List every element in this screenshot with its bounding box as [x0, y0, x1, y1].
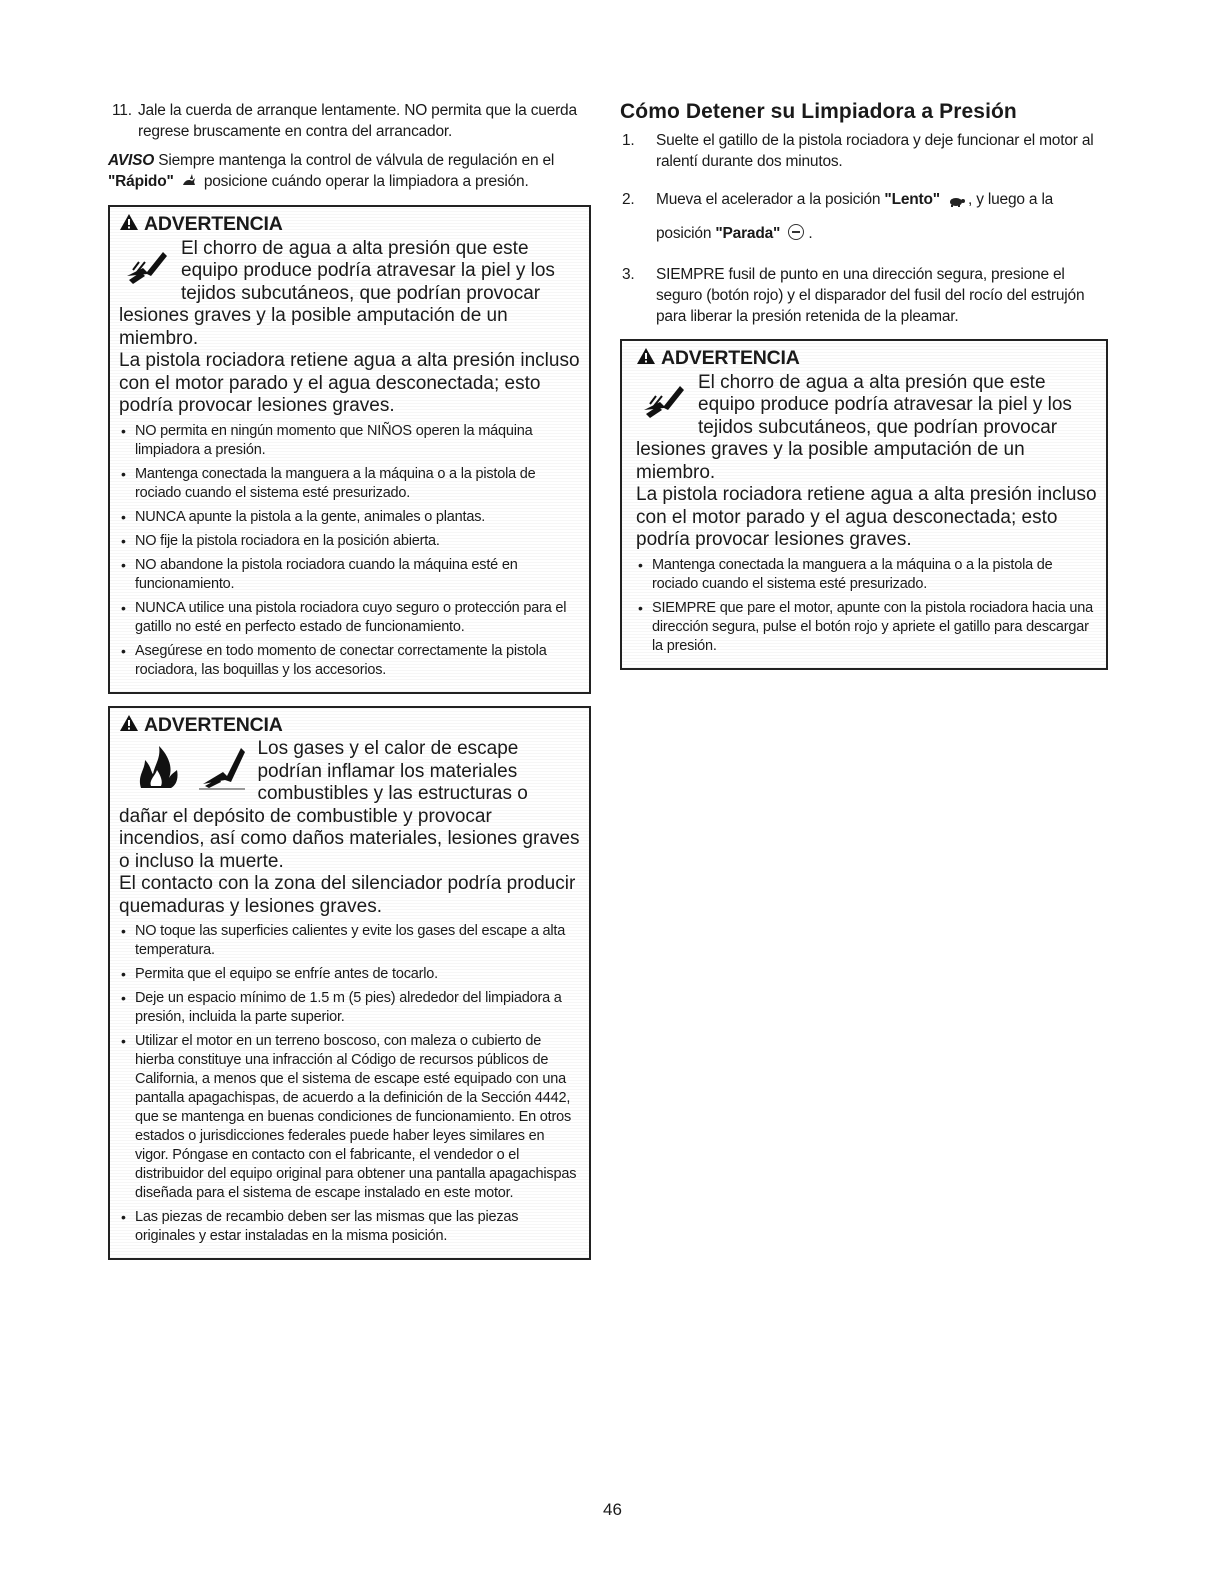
warning-header [119, 213, 581, 238]
skin-injection-icon [123, 277, 171, 294]
step-text: Suelte el gatillo de la pistola rociadora y deje funcionar el motor al ralentí durante dos minutos. [656, 132, 1094, 170]
step-keyword-lento: "Lento" [884, 191, 940, 208]
left-column [108, 100, 591, 1260]
warning-title: ADVERTENCIA [144, 713, 283, 736]
warning-box-injection [108, 205, 591, 694]
stop-step-2 [620, 184, 1108, 252]
step-number: 3. [622, 266, 635, 283]
warning-paragraph: El contacto con la zona del silenciador podría producir quemaduras y lesiones graves. [119, 873, 576, 917]
list-item: • Mantenga conectada la manguera a la máquina o a la pistola de rociado cuando el sistema esté presurizado. [636, 556, 1098, 594]
aviso-text-after: posicione cuándo operar la limpiadora a presión. [203, 173, 529, 190]
warning-header [636, 347, 1098, 372]
skin-injection-icon [640, 411, 688, 428]
list-item: • NUNCA utilice una pistola rociadora cuyo seguro o protección para el gatillo no esté en perfecto estado de funcionamiento. [119, 599, 581, 637]
step-11 [108, 100, 591, 142]
aviso-text-before: Siempre mantenga la control de válvula de regulación en el [158, 152, 555, 169]
warning-icons [133, 742, 247, 797]
list-item: • NO toque las superficies calientes y evite los gases del escape a alta temperatura. [119, 922, 581, 960]
step-text-before: Mueva el acelerador a la posición [656, 191, 881, 208]
step-text-after: . [808, 225, 813, 242]
warning-paragraph: La pistola rociadora retiene agua a alta presión incluso con el motor parado y el agua desconectada; esto podría provocar lesiones graves. [636, 484, 1097, 550]
warning-paragraph: La pistola rociadora retiene agua a alta presión incluso con el motor parado y el agua desconectada; esto podría provocar lesiones graves. [119, 350, 580, 416]
hot-surface-icon [197, 779, 247, 796]
warning-bullets [119, 422, 581, 680]
list-item: • SIEMPRE que pare el motor, apunte con la pistola rociadora hacia una dirección segura, pulse el botón rojo y apriete el gatillo para descargar la presión. [636, 599, 1098, 656]
warning-header [119, 714, 581, 739]
warning-head-text: El chorro de agua a alta presión que este equipo produce podría atravesar la piel y los tejidos subcutáneos, que podrían provocar lesiones graves y la posible amputación de un miembro. [636, 371, 1072, 483]
list-item: • Mantenga conectada la manguera a la máquina o a la pistola de rociado cuando el sistema esté presurizado. [119, 465, 581, 503]
warning-icons [123, 242, 171, 295]
list-item: • Asegúrese en todo momento de conectar correctamente la pistola rociadora, las boquillas y los accesorios. [119, 642, 581, 680]
aviso-label: AVISO [108, 152, 155, 169]
warning-head-text: Los gases y el calor de escape podrían inflamar los materiales combustibles y las estructuras o dañar el depósito de combustible y provocar incendios, así como daños materiales, lesiones graves o incluso la muerte. [119, 738, 580, 872]
list-item: • Las piezas de recambio deben ser las mismas que las piezas originales y estar instaladas en la misma posición. [119, 1208, 581, 1246]
list-item: • NO abandone la pistola rociadora cuando la máquina esté en funcionamiento. [119, 556, 581, 594]
step-number: 2. [622, 191, 635, 208]
warning-bullets [636, 556, 1098, 656]
stop-icon [787, 221, 805, 252]
step-text: Jale la cuerda de arranque lentamente. NO permita que la cuerda regrese bruscamente en contra del arrancador. [138, 102, 577, 140]
list-item: • Permita que el equipo se enfríe antes de tocarlo. [119, 965, 581, 984]
list-item: • NO fije la pistola rociadora en la posición abierta. [119, 532, 581, 551]
warning-triangle-icon [119, 714, 139, 739]
aviso-keyword: "Rápido" [108, 173, 174, 190]
list-item: • NO permita en ningún momento que NIÑOS operen la máquina limpiadora a presión. [119, 422, 581, 460]
step-number: 1. [622, 132, 635, 149]
step-text: SIEMPRE fusil de punto en una dirección segura, presione el seguro (botón rojo) y el disparador del fusil del rocío del estrujón para liberar la presión retenida de la pleamar. [656, 266, 1085, 325]
right-column [620, 100, 1108, 670]
step-number: 11. [112, 102, 132, 119]
warning-icons [640, 376, 688, 429]
step-text-mid: , y luego a la posición [656, 191, 1054, 242]
warning-title: ADVERTENCIA [144, 213, 283, 235]
stop-step-3 [620, 264, 1108, 327]
warning-triangle-icon [119, 213, 139, 238]
warning-triangle-icon [636, 347, 656, 372]
warning-head-text: El chorro de agua a alta presión que este equipo produce podría atravesar la piel y los tejidos subcutáneos, que podrían provocar lesiones graves y la posible amputación de un miembro. [119, 237, 555, 349]
aviso-note [108, 150, 591, 195]
list-item: • Utilizar el motor en un terreno boscoso, con maleza o cubierto de hierba constituye una infracción al Código de recursos públicos de California, a menos que el sistema de escape esté equipado con una pantalla apagachispas, de acuerdo a la definición de la Sección 4442, que se mantenga en buenas condiciones de funcionamiento. En otros estados o jurisdicciones federales puede haber leyes similares en vigor. Póngase en contacto con el fabricante, el vendedor o el distribuidor del equipo original para obtener una pantalla apagachispas diseñada para el sistema de escape instalado en este motor. [119, 1032, 581, 1203]
list-item: • NUNCA apunte la pistola a la gente, animales o plantas. [119, 508, 581, 527]
page-number: 46 [603, 1500, 622, 1519]
slow-turtle-icon [947, 187, 965, 218]
warning-title: ADVERTENCIA [661, 347, 800, 369]
fast-rabbit-icon [181, 173, 197, 195]
fire-icon [133, 779, 187, 796]
warning-bullets [119, 922, 581, 1246]
stop-step-1 [620, 130, 1108, 172]
section-title: Cómo Detener su Limpiadora a Presión [620, 100, 1017, 123]
step-keyword-parada: "Parada" [715, 225, 781, 242]
list-item: • Deje un espacio mínimo de 1.5 m (5 pies) alrededor del limpiadora a presión, incluida la parte superior. [119, 989, 581, 1027]
warning-box-injection-right [620, 339, 1108, 670]
warning-box-exhaust [108, 706, 591, 1261]
